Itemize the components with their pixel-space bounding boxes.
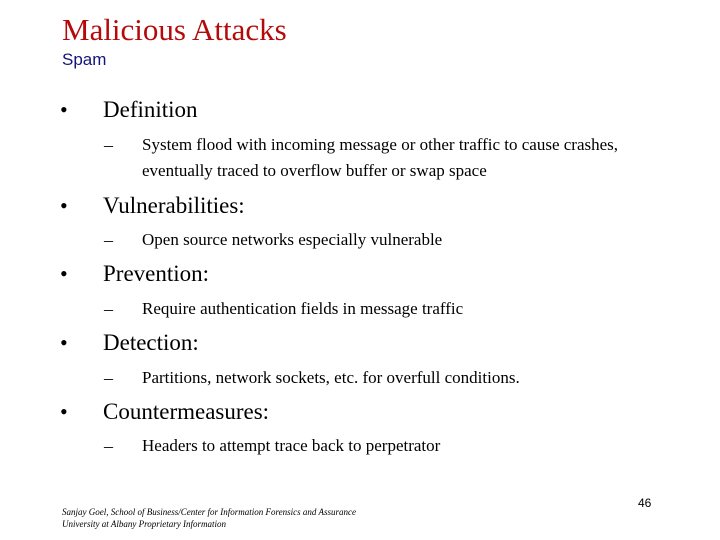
page-number: 46: [638, 496, 652, 510]
sub-bullet-marker: –: [104, 368, 113, 388]
sub-bullet-marker: –: [104, 230, 113, 250]
bullet-item-detection: [0, 330, 720, 360]
bullet-label: Prevention:: [103, 261, 210, 286]
bullet-marker: •: [60, 399, 68, 424]
bullet-label: Countermeasures:: [103, 399, 270, 424]
bullet-item-definition: [0, 97, 720, 127]
bullet-label: Vulnerabilities:: [103, 193, 245, 218]
bullet-item-prevention: [0, 261, 720, 291]
sub-bullet-marker: –: [104, 135, 113, 155]
sub-bullet-text: System flood with incoming message or other traffic to cause crashes, eventually traced to overflow buffer or swap space: [142, 135, 619, 180]
sub-bullet-marker: –: [104, 299, 113, 319]
bullet-label: Detection:: [103, 330, 199, 355]
bullet-item-vulnerabilities: [0, 193, 720, 223]
slide-footer: [62, 506, 356, 530]
sub-bullet-text: Require authentication fields in message traffic: [142, 299, 464, 318]
bullet-marker: •: [60, 193, 68, 218]
sub-bullet-marker: –: [104, 436, 113, 456]
slide-title: Malicious Attacks: [62, 12, 287, 47]
sub-bullet-text: Headers to attempt trace back to perpetrator: [142, 436, 441, 455]
bullet-marker: •: [60, 261, 68, 286]
bullet-label: Definition: [103, 97, 198, 122]
slide-subtitle: Spam: [62, 50, 107, 69]
bullet-marker: •: [60, 97, 68, 122]
footer-line-proprietary: University at Albany Proprietary Information: [62, 519, 226, 529]
bullet-marker: •: [60, 330, 68, 355]
footer-line-author: Sanjay Goel, School of Business/Center for Information Forensics and Assurance: [62, 507, 356, 517]
bullet-item-countermeasures: [0, 399, 720, 429]
sub-bullet-text: Partitions, network sockets, etc. for overfull conditions.: [142, 368, 520, 387]
sub-bullet-text: Open source networks especially vulnerable: [142, 230, 443, 249]
